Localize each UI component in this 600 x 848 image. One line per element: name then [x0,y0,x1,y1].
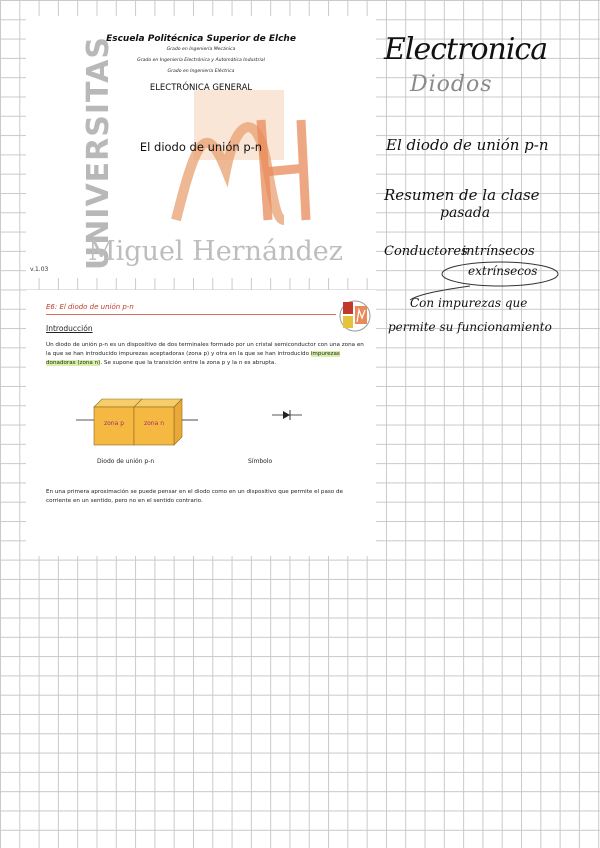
symbol-caption: Símbolo [248,458,273,465]
grado-line: Grado en Ingeniería Mecánica [166,47,236,52]
handwritten-note: Con impurezas que [410,296,528,310]
grado-line: Grado en Ingeniería Electrónica y Automática Industrial [137,58,265,63]
second-paragraph: En una primera aproximación se puede pensar en el diodo como en un dispositivo que permite el paso de corriente en un sentido, pero no en el sentido contrario. [46,489,343,504]
course-name: ELECTRÓNICA GENERAL [149,83,253,93]
pn-junction-diagram [76,395,316,455]
handwritten-note: permite su funcionamiento [388,320,552,334]
handwritten-subtitle: Diodos [410,72,493,97]
version-label: v.1.03 [30,266,49,273]
grado-line: Grado en Ingeniería Eléctrica [167,69,235,74]
intro-slide [26,290,376,556]
handwritten-note: extrínsecos [468,264,538,278]
header-divider [46,314,336,315]
diode-symbol-icon [272,410,302,420]
handwritten-note: Conductores [384,244,468,259]
umh-seal-logo [338,296,372,336]
universitas-vertical-text: UNIVERSITAS [81,36,116,271]
handwritten-annotation-strokes [380,240,580,320]
intro-paragraph [46,341,364,368]
slide-title: El diodo de unión p-n [139,140,263,154]
slide-header: E6: El diodo de unión p-n [46,303,134,311]
paragraph-text: . Se supone que la transición entre la zona p y la n es abrupta. [100,360,277,366]
handwritten-note: Resumen de la clase [384,186,540,204]
handwritten-note: pasada [440,205,491,221]
university-name-watermark: Miguel Hernández [88,236,343,267]
title-slide [26,16,376,278]
mh-logo-watermark [166,80,326,230]
zone-n-label: zona n [143,420,165,427]
handwritten-note: El diodo de unión p-n [386,136,549,154]
highlighted-text: impurezas donadoras (zona n) [46,351,340,366]
handwritten-title: Electronica [384,32,548,67]
zone-p-label: zona p [103,420,125,427]
diode-caption: Diodo de unión p-n [97,458,155,465]
paragraph-text: Un diodo de unión p-n es un dispositivo de dos terminales formado por un cristal semiconductor con una zona en la que se han introducido impurezas aceptadoras (zona p) y otra en la que se han introducido [46,342,364,357]
handwritten-note: intrínsecos [462,244,535,259]
school-name: Escuela Politécnica Superior de Elche [106,34,296,44]
section-title: Introducción [46,324,93,333]
